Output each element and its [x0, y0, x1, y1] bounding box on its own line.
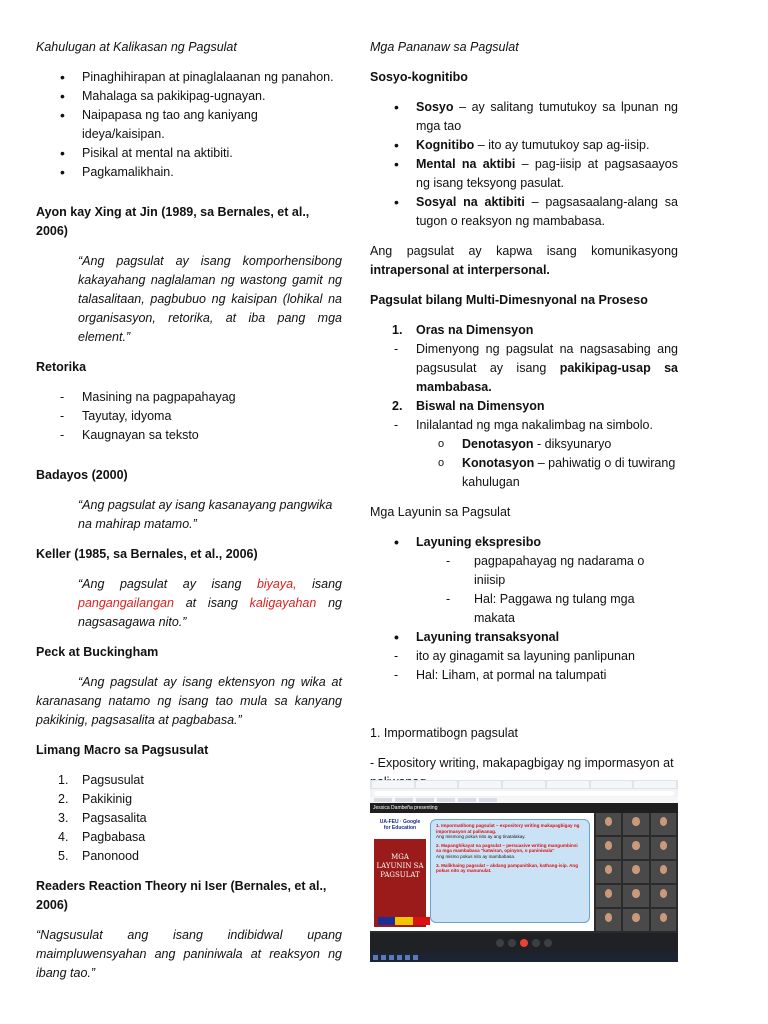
quote-text: “Ang pagsulat ay isang: [78, 577, 257, 591]
right-column: [370, 38, 678, 822]
list-item: • Pisikal at mental na aktibiti.: [36, 144, 342, 163]
end-call-icon: [520, 939, 528, 947]
bullet-list-layunin: [370, 533, 678, 552]
list-item: - pagpapahayag ng nadarama o iniisip: [370, 552, 678, 590]
quote-text: at isang: [173, 596, 250, 610]
quote-keller: [36, 575, 342, 632]
quote-badayos: “Ang pagsulat ay isang kasanayang pangwika na mahirap matamo.”: [78, 498, 333, 531]
mic-icon: [496, 939, 504, 947]
heading-xing-jin: Ayon kay Xing at Jin (1989, sa Bernales, et al., 2006): [36, 205, 310, 238]
participant-tile: [651, 837, 676, 859]
left-column: [36, 38, 342, 994]
list-item: - Dimenyong ng pagsulat na nagsasabing ang pagsusulat ay isang pakikipag-usap sa mambabasa.: [370, 340, 678, 397]
participant-tile: [596, 909, 621, 931]
participant-tile: [596, 861, 621, 883]
dash-list-transaksyonal: [370, 647, 678, 685]
participant-tile: [623, 813, 648, 835]
list-item: 4. Pagbabasa: [58, 830, 146, 844]
list-item: o Denotasyon - diksyunaryo: [370, 435, 678, 454]
list-item: o Konotasyon – pahiwatig o di tuwirang kahulugan: [370, 454, 678, 492]
numbered-list-dimensyon-2: [370, 397, 678, 416]
heading-macro: Limang Macro sa Pagsusulat: [36, 743, 209, 757]
dash-list-ekspresibo: [370, 552, 678, 628]
heading-impormatibo: 1. Impormatibogn pagsulat: [370, 726, 519, 740]
participant-tile: [651, 861, 676, 883]
participant-tile: [651, 909, 676, 931]
heading-layunin: Mga Layunin sa Pagsulat: [370, 505, 511, 519]
slide-line: 2. Mapanghikayat na pagsulat – persuasive writing mangumbinsi sa mga mambabasa "katwiran, opinyon, o paniniwala": [436, 842, 578, 854]
slide-content: [430, 819, 590, 923]
participant-tile: [596, 813, 621, 835]
slide-title: MGA LAYUNIN SA PAGSULAT: [376, 853, 424, 879]
bullet-list-layunin-2: [370, 628, 678, 647]
more-icon: [544, 939, 552, 947]
paragraph-komunikasyon: Ang pagsulat ay kapwa isang komunikasyong intrapersonal at interpersonal.: [370, 244, 678, 277]
quote-iser: “Nagsusulat ang isang indibidwal upang maimpluwensyahan ang paniniwala at reaksyon ng ibang tao.”: [36, 928, 342, 980]
dash-list-oras: [370, 340, 678, 397]
slide-left-panel: [374, 817, 426, 927]
heading-retorika: Retorika: [36, 360, 87, 374]
list-item: • Mahalaga sa pakikipag-ugnayan.: [36, 87, 342, 106]
slide-line: 3. Malikhaing pagsulat – akdang pampanitikan, kathang-isip. Ang pokus nito ay manunulat.: [436, 862, 579, 874]
heading-kahulugan: Kahulugan at Kalikasan ng Pagsulat: [36, 40, 237, 54]
dash-list-biswal: [370, 416, 678, 435]
list-item-oras: 1. Oras na Dimensyon: [392, 323, 534, 337]
list-item: - Inilalantad ng mga nakalimbag na simbolo.: [370, 416, 678, 435]
numbered-list-dimensyon: [370, 321, 678, 340]
list-item: • Layuning transaksyonal: [370, 628, 678, 647]
meet-controls: [370, 933, 678, 953]
slide-line: Ang mismo pokus nito ay mambabasa.: [436, 853, 516, 859]
participant-grid: [596, 813, 676, 931]
list-item: - Kaugnayan sa teksto: [36, 426, 342, 445]
list-item: • Pagkamalikhain.: [36, 163, 342, 182]
meet-header: [370, 803, 678, 813]
taskbar: [370, 953, 678, 962]
paragraph-expository: - Expository writing, makapagbigay ng impormasyon at: [370, 756, 674, 770]
participant-tile: [651, 813, 676, 835]
highlight-pangangailangan: pangangailangan: [78, 596, 174, 610]
quote-peck: “Ang pagsulat ay isang ektensyon ng wika at karanasang natamo ng isang tao mula sa kanyang pakikinig, pagsasalita at pagbabasa.”: [36, 675, 342, 727]
bullet-list-kahulugan: [36, 68, 342, 182]
heading-pananaw: Mga Pananaw sa Pagsulat: [370, 40, 519, 54]
participant-tile: [596, 885, 621, 907]
quote-text: isang: [296, 577, 342, 591]
camera-icon: [508, 939, 516, 947]
list-item: • Layuning ekspresibo: [370, 533, 678, 552]
participant-tile: [651, 885, 676, 907]
list-item: - Hal: Paggawa ng tulang mga makata: [370, 590, 678, 628]
quote-xing-jin: “Ang pagsulat ay isang komporhensibong kakayahang naglalaman ng wastong gamit ng talasalitaan, pagbubuo ng kaisipan (lohikal na organisasyon, retorika, at iba pang mga element.”: [78, 254, 342, 344]
list-item: - Hal: Liham, at pormal na talumpati: [370, 666, 678, 685]
heading-badayos: Badayos (2000): [36, 468, 128, 482]
participant-tile: [623, 861, 648, 883]
list-item: • Pinaghihirapan at pinaglalaanan ng panahon.: [36, 68, 342, 87]
presenter-label: Jessica Dambeña presenting: [373, 805, 438, 811]
participant-tile: [623, 909, 648, 931]
participant-tile: [623, 885, 648, 907]
quote-text: ng nagsasagawa nito.”: [78, 596, 342, 629]
browser-tabs: [370, 780, 678, 789]
numbered-list-macro: [36, 771, 342, 866]
meeting-screenshot: [370, 780, 678, 962]
slide-line: 1. Impormatibong pagsulat – expository writing makapagbigay ng impormasyon at paliwanag.: [436, 823, 580, 834]
list-item-biswal: 2. Biswal na Dimensyon: [392, 399, 545, 413]
list-item: - Masining na pagpapahayag: [36, 388, 342, 407]
participant-tile: [596, 837, 621, 859]
circle-list-biswal: [370, 435, 678, 492]
list-item: 3. Pagsasalita: [58, 811, 147, 825]
dash-list-retorika: [36, 388, 342, 445]
heading-sosyo-kognitibo: Sosyo-kognitibo: [370, 70, 468, 84]
presentation-stage: [370, 813, 594, 931]
list-item: • Naipapasa ng tao ang kaniyang ideya/kaisipan.: [36, 106, 342, 144]
list-item: 2. Pakikinig: [58, 792, 133, 806]
list-item: • Kognitibo – ito ay tumutukoy sap ag-iisip.: [370, 136, 678, 155]
list-item: 1. Pagsusulat: [58, 773, 144, 787]
bullet-list-sosyo: [370, 98, 678, 231]
logo: UA-FEU · Google for Education: [374, 817, 426, 839]
present-icon: [532, 939, 540, 947]
heading-keller: Keller (1985, sa Bernales, et al., 2006): [36, 547, 258, 561]
list-item: - ito ay ginagamit sa layuning panlipunan: [370, 647, 678, 666]
highlight-kaligayahan: kaligayahan: [249, 596, 317, 610]
heading-iser: Readers Reaction Theory ni Iser (Bernales, et al., 2006): [36, 879, 327, 912]
heading-peck: Peck at Buckingham: [36, 645, 159, 659]
browser-address-bar: [370, 789, 678, 797]
list-item: 5. Panonood: [58, 849, 140, 863]
participant-tile: [623, 837, 648, 859]
list-item: • Sosyo – ay salitang tumutukoy sa lpunan ng mga tao: [370, 98, 678, 136]
highlight-biyaya: biyaya,: [256, 577, 297, 591]
heading-multidimensyonal: Pagsulat bilang Multi-Dimesnyonal na Proseso: [370, 293, 648, 307]
slide-line: Ang mismong pokus nito ay ang tinatalakay.: [436, 834, 526, 840]
list-item: • Sosyal na aktibiti – pagsasaalang-alang sa tugon o reaksyon ng mambabasa.: [370, 193, 678, 231]
list-item: - Tayutay, idyoma: [36, 407, 342, 426]
list-item: • Mental na aktibi – pag-iisip at pagsasaayos ng isang teksyong pasulat.: [370, 155, 678, 193]
